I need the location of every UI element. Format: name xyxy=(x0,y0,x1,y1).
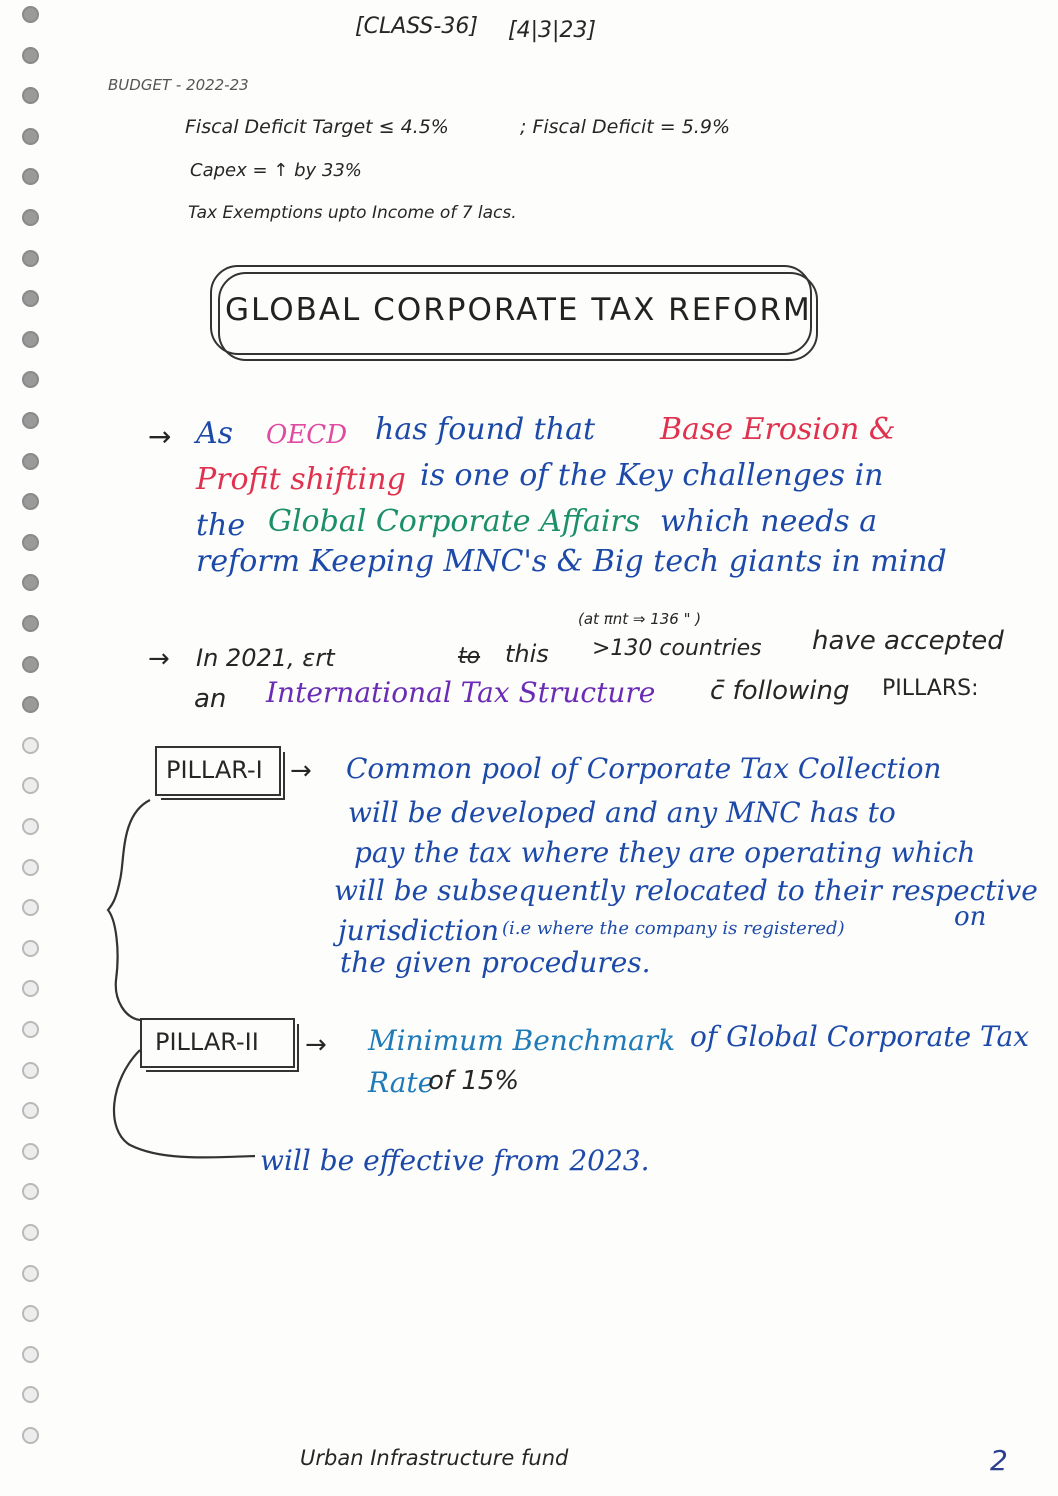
para1-the: the xyxy=(196,508,246,543)
para2-pillars: PILLARS: xyxy=(882,676,979,701)
para1-line4: reform Keeping MNC's & Big tech giants in mind xyxy=(196,544,947,579)
pillar2-arrow: → xyxy=(305,1030,327,1060)
para2-note: (at πnt ⇒ 136 " ) xyxy=(578,610,702,628)
para2-line1: In 2021, ɛrt xyxy=(196,644,335,672)
pillar2-line1b: of Global Corporate Tax xyxy=(690,1020,1030,1053)
date-label: [4|3|23] xyxy=(508,18,596,43)
para1-global-affairs: Global Corporate Affairs xyxy=(268,504,641,539)
class-label: [CLASS-36] xyxy=(355,14,478,39)
pillar2-label: PILLAR-II xyxy=(155,1028,259,1056)
para1-arrow: → xyxy=(148,420,172,453)
effective-line: will be effective from 2023. xyxy=(260,1144,650,1177)
para1-rest-1: is one of the Key challenges in xyxy=(420,458,884,493)
budget-heading: BUDGET - 2022-23 xyxy=(108,76,249,94)
pillar2-line1: Minimum Benchmark xyxy=(368,1024,676,1057)
para2-accepted: have accepted xyxy=(812,626,1004,656)
para2-following: c̄ following xyxy=(710,676,850,706)
para2-countries: >130 countries xyxy=(592,636,762,661)
page-title: GLOBAL CORPORATE TAX REFORM xyxy=(225,292,812,328)
pillar1-line5c: on xyxy=(954,902,987,932)
pillar1-line2: will be developed and any MNC has to xyxy=(348,796,896,829)
page-number: 2 xyxy=(990,1444,1008,1477)
pillar2-line2b: of 15% xyxy=(428,1066,520,1096)
pillar1-line6: the given procedures. xyxy=(340,946,651,979)
pillar1-line4: will be subsequently relocated to their respective xyxy=(334,874,1038,907)
para2-this: this xyxy=(505,640,549,668)
pillar1-line3: pay the tax where they are operating which xyxy=(354,836,976,869)
para1-beps-1: Base Erosion & xyxy=(660,412,896,447)
pillar1-line5b: (i.e where the company is registered) xyxy=(502,918,845,939)
budget-line-fiscal-target: Fiscal Deficit Target ≤ 4.5% xyxy=(185,116,449,138)
budget-line-tax-exemptions: Tax Exemptions upto Income of 7 lacs. xyxy=(188,203,517,223)
para2-arrow: → xyxy=(148,644,170,674)
para2-structure: International Tax Structure xyxy=(266,676,656,709)
para2-struck: to xyxy=(458,644,481,669)
budget-line-capex: Capex = ↑ by 33% xyxy=(190,160,362,181)
para1-beps-2: Profit shifting xyxy=(196,462,406,497)
para1-which-needs: which needs a xyxy=(660,504,878,539)
pillar2-line2: Rate xyxy=(368,1066,435,1099)
pillar1-line5a: jurisdiction xyxy=(338,914,500,947)
para1-as: As xyxy=(196,416,234,451)
pillar1-line1: Common pool of Corporate Tax Collection xyxy=(346,752,942,785)
pillar1-arrow: → xyxy=(290,756,312,786)
para1-oecd: OECD xyxy=(266,420,348,450)
pillar1-label: PILLAR-I xyxy=(166,756,263,784)
para1-has-found: has found that xyxy=(375,412,596,447)
para2-an: an xyxy=(194,684,227,714)
budget-line-fiscal-deficit: ; Fiscal Deficit = 5.9% xyxy=(520,116,730,138)
footer-note: Urban Infrastructure fund xyxy=(300,1446,569,1470)
